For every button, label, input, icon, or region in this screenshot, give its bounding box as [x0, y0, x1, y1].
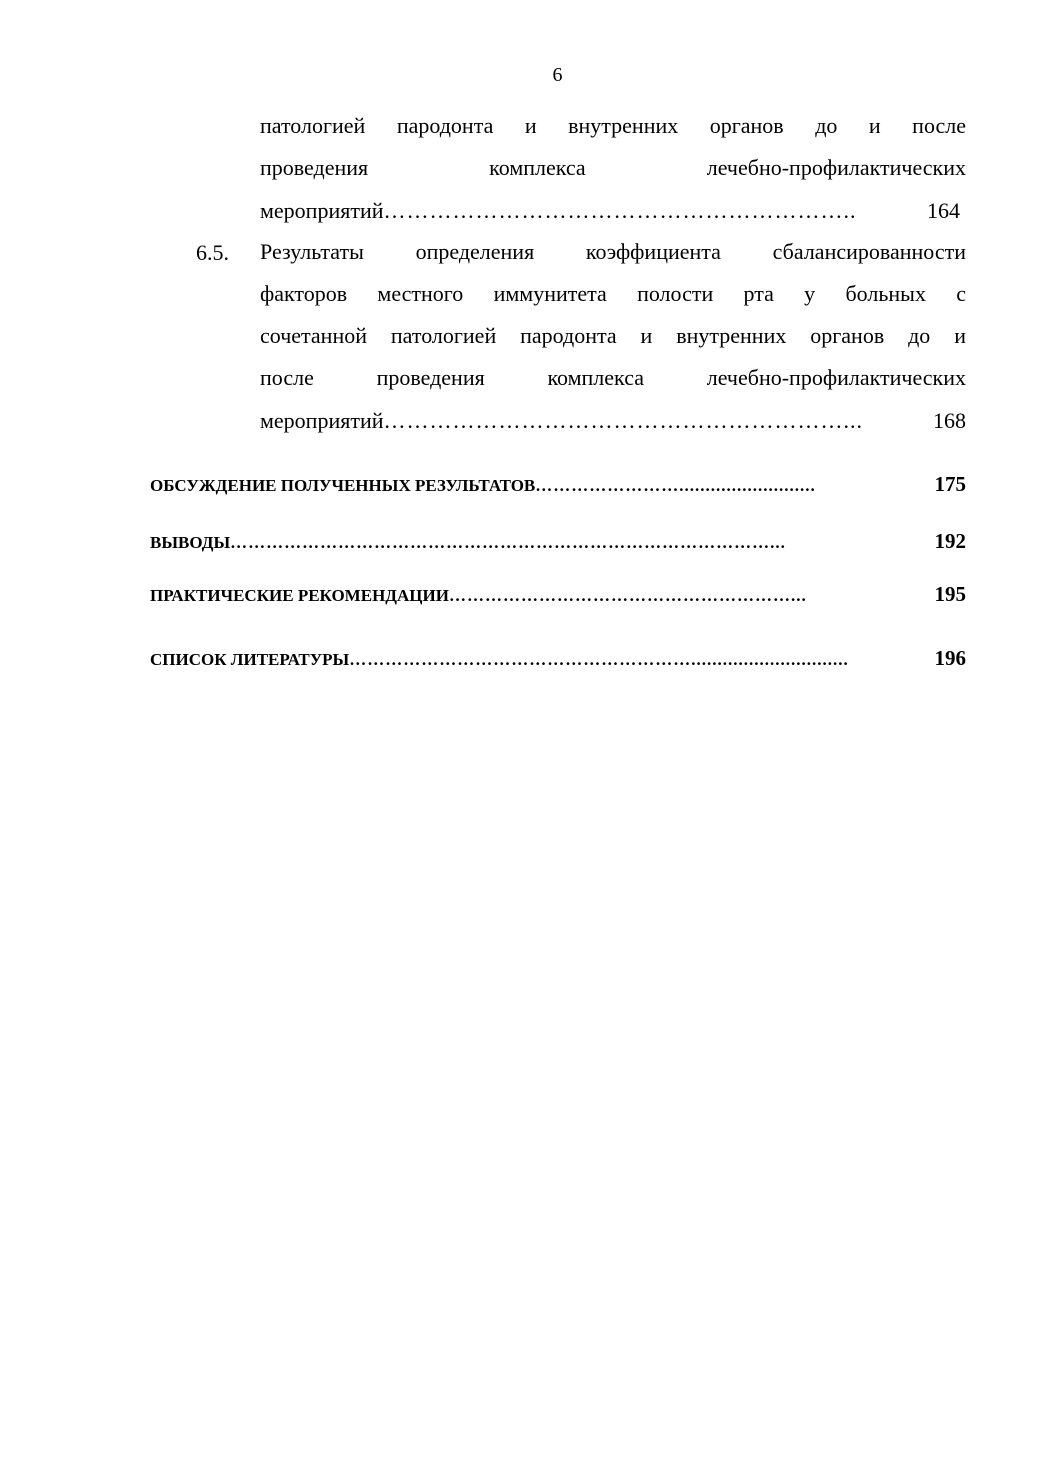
- toc-section-title: ПРАКТИЧЕСКИЕ РЕКОМЕНДАЦИИ: [150, 586, 449, 605]
- toc-leader-dots: ……………………………………………………...: [383, 408, 864, 433]
- toc-entry-line: Результаты определения коэффициента сбалансированности: [260, 239, 966, 264]
- toc-section-discussion: [150, 472, 966, 497]
- page-number: 6: [552, 64, 563, 86]
- toc-leader-dots: ……………………..........................: [535, 476, 816, 495]
- toc-page-number: 168: [933, 408, 966, 433]
- toc-section-conclusions: [150, 529, 966, 554]
- toc-page-number: 164: [927, 198, 960, 223]
- toc-entry-line: патологией пародонта и внутренних органов до и после: [260, 113, 966, 138]
- toc-entry-line: сочетанной патологией пародонта и внутренних органов до и: [260, 323, 966, 348]
- toc-page-number: 195: [934, 582, 966, 606]
- toc-section-title: ОБСУЖДЕНИЕ ПОЛУЧЕННЫХ РЕЗУЛЬТАТОВ: [150, 476, 536, 495]
- toc-entry-line: проведения комплекса лечебно-профилактических: [260, 155, 966, 180]
- toc-leader-dots: ……………………………………………………..: [383, 198, 857, 223]
- toc-entry-line: после проведения комплекса лечебно-профилактических: [260, 365, 966, 390]
- toc-entry-continuation: [260, 105, 966, 189]
- toc-entry-text: мероприятий: [260, 408, 384, 433]
- toc-entry-number: 6.5.: [196, 240, 229, 265]
- toc-leader-dots: …………………………………………………...: [448, 586, 807, 605]
- toc-page-number: 175: [934, 472, 966, 496]
- toc-leader-dots: …………………………………………………..............................: [349, 650, 849, 669]
- toc-entry-line: факторов местного иммунитета полости рта у больных с: [260, 281, 966, 306]
- toc-entry-6-5: [260, 231, 966, 399]
- toc-section-references: [150, 646, 966, 671]
- toc-section-title: СПИСОК ЛИТЕРАТУРЫ: [150, 650, 350, 669]
- toc-entry-text: мероприятий: [260, 198, 384, 223]
- toc-page-number: 192: [934, 529, 966, 553]
- toc-entry-last-line: [260, 198, 960, 224]
- toc-page-number: 196: [934, 646, 966, 670]
- toc-section-title: ВЫВОДЫ: [150, 533, 231, 552]
- toc-entry-last-line: [260, 408, 966, 434]
- toc-section-recommendations: [150, 582, 966, 607]
- toc-leader-dots: ………………………………………………………………………………...: [230, 533, 786, 552]
